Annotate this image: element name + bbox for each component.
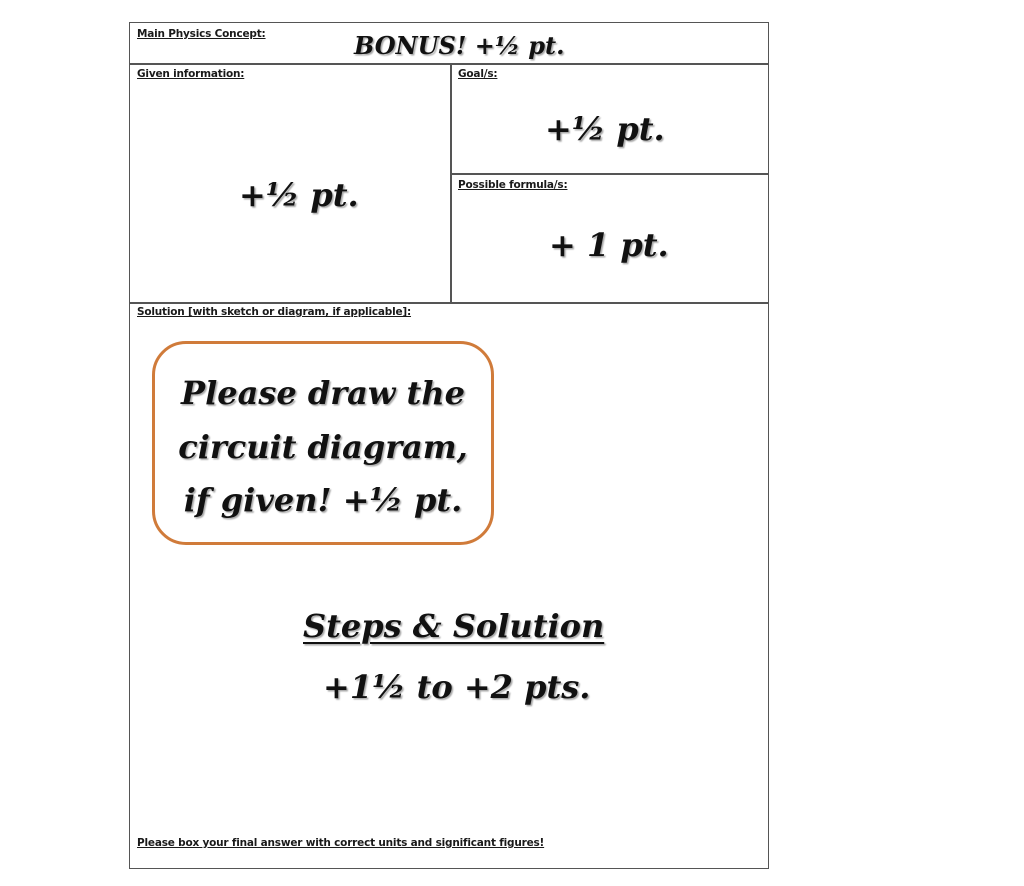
callout-line-3: if given! +½ pt.	[183, 481, 463, 519]
steps-solution-points: +1½ to +2 pts.	[323, 668, 591, 706]
goal-points: +½ pt.	[545, 110, 665, 148]
divider-header	[129, 63, 769, 65]
divider-given-goal	[450, 63, 452, 303]
circuit-diagram-callout	[152, 341, 494, 545]
divider-solution	[129, 302, 769, 304]
concept-label: Main Physics Concept:	[137, 28, 266, 40]
callout-line-2: circuit diagram,	[178, 428, 468, 466]
given-information-points: +½ pt.	[239, 176, 359, 214]
given-information-label: Given information:	[137, 68, 245, 80]
steps-solution-title: Steps & Solution	[303, 607, 605, 645]
final-answer-note: Please box your final answer with correct units and significant figures!	[137, 837, 545, 849]
formula-label: Possible formula/s:	[458, 179, 568, 191]
goal-label: Goal/s:	[458, 68, 498, 80]
divider-goal-formula	[450, 173, 769, 175]
solution-label: Solution [with sketch or diagram, if applicable]:	[137, 306, 412, 318]
callout-line-1: Please draw the	[181, 374, 465, 412]
concept-bonus-points: BONUS! +½ pt.	[354, 31, 565, 60]
formula-points: + 1 pt.	[549, 226, 669, 264]
